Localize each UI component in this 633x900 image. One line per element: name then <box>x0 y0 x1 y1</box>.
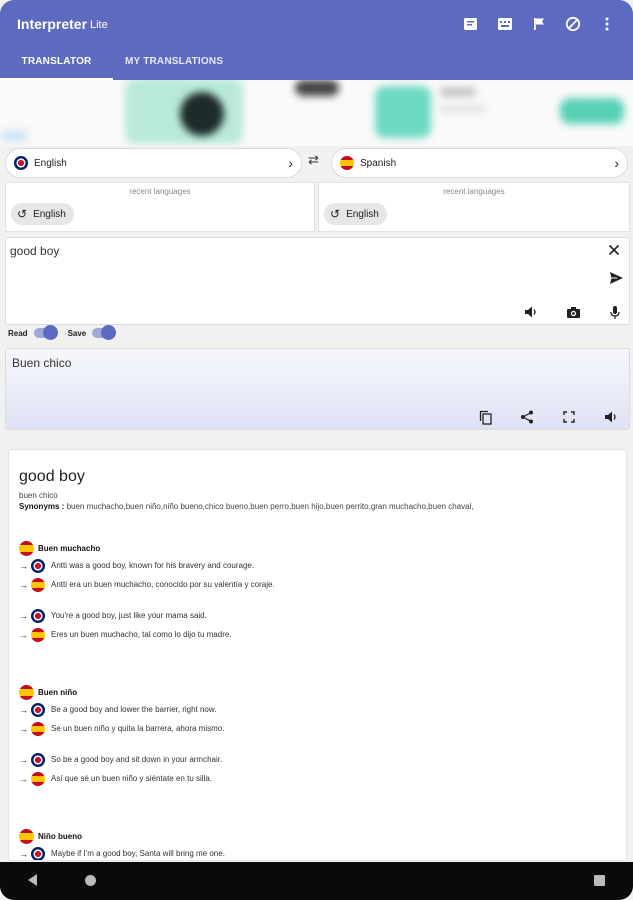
sense-title: Niño bueno <box>38 831 82 841</box>
sense-section <box>19 828 619 861</box>
history-icon: ↺ <box>17 207 28 221</box>
uk-flag-icon <box>31 559 45 573</box>
recent-languages-target <box>318 182 630 232</box>
spain-flag-icon <box>19 829 34 844</box>
translated-text: Buen chico <box>12 356 72 370</box>
uk-flag-icon <box>31 703 45 717</box>
example-en: So be a good boy and sit down in your armchair. <box>51 755 223 764</box>
spain-flag-icon <box>19 685 34 700</box>
source-language-name: English <box>34 157 67 169</box>
back-icon[interactable] <box>28 874 37 886</box>
spain-flag-icon <box>31 722 45 736</box>
recent-languages-source <box>5 182 315 232</box>
spain-flag-icon <box>19 541 34 556</box>
target-language-selector[interactable] <box>331 148 628 178</box>
send-icon[interactable] <box>608 270 624 286</box>
home-icon[interactable] <box>85 875 96 886</box>
swap-languages-icon[interactable]: ⇄ <box>308 152 319 167</box>
sense-section <box>19 684 619 788</box>
arrow-icon: → <box>19 560 28 571</box>
speaker-icon[interactable] <box>523 304 539 320</box>
source-language-selector[interactable] <box>5 148 302 178</box>
dictionary-card <box>8 449 627 861</box>
arrow-icon: → <box>19 704 28 715</box>
speaker-icon[interactable] <box>603 409 619 425</box>
sense-title: Buen muchacho <box>38 543 101 553</box>
sense-section <box>19 540 619 644</box>
example-es: Se un buen niño y quita la barrera, ahora mismo. <box>51 724 225 733</box>
synonyms-list: buen muchacho,buen niño,niño bueno,chico bueno,buen perro,buen hijo,buen perrito,gran muchacho,buen chaval, <box>66 502 474 511</box>
fullscreen-icon[interactable] <box>561 409 577 425</box>
uk-flag-icon <box>31 753 45 767</box>
more-vert-icon[interactable] <box>597 14 617 34</box>
save-toggle-label: Save <box>67 328 87 338</box>
recent-language-chip[interactable] <box>324 203 387 225</box>
example-en: Antti was a good boy, known for his bravery and courage. <box>51 561 255 570</box>
target-language-name: Spanish <box>360 157 397 169</box>
recent-languages-caption: recent languages <box>129 187 191 196</box>
arrow-icon: → <box>19 723 28 734</box>
read-toggle-label: Read <box>8 328 28 338</box>
dictionary-icon[interactable] <box>495 14 515 34</box>
recent-language-label: English <box>33 208 66 220</box>
arrow-icon: → <box>19 629 28 640</box>
arrow-icon: → <box>19 579 28 590</box>
arrow-icon: → <box>19 848 28 859</box>
uk-flag-icon <box>14 156 28 170</box>
block-icon[interactable] <box>563 14 583 34</box>
spain-flag-icon <box>31 772 45 786</box>
app-title: Interpreter <box>17 16 88 32</box>
app-bar <box>0 0 633 80</box>
read-toggle[interactable] <box>34 328 56 338</box>
ad-banner[interactable] <box>0 80 633 146</box>
chevron-right-icon: › <box>614 155 619 171</box>
options-row <box>8 328 120 338</box>
source-text-input[interactable] <box>5 237 630 325</box>
arrow-icon: → <box>19 754 28 765</box>
save-toggle[interactable] <box>92 328 114 338</box>
spain-flag-icon <box>31 578 45 592</box>
sense-title: Buen niño <box>38 687 78 697</box>
recent-languages-caption: recent languages <box>443 187 505 196</box>
example-en: Maybe if I'm a good boy, Santa will bring me one. <box>51 849 225 858</box>
headword-translation: buen chico <box>19 491 58 500</box>
keyboard-icon[interactable] <box>461 14 481 34</box>
tab-my-translations[interactable]: MY TRANSLATIONS <box>125 56 224 67</box>
tab-translator[interactable]: TRANSLATOR <box>0 48 113 80</box>
tab-bar <box>0 48 235 80</box>
translation-output <box>5 348 630 430</box>
source-text[interactable]: good boy <box>10 244 60 258</box>
history-icon: ↺ <box>330 207 341 221</box>
example-en: You're a good boy, just like your mama said. <box>51 611 207 620</box>
app-badge: Lite <box>90 19 108 31</box>
headword: good boy <box>19 468 85 485</box>
spain-flag-icon <box>31 628 45 642</box>
recent-language-label: English <box>346 208 379 220</box>
copy-icon[interactable] <box>477 409 493 425</box>
system-navigation-bar <box>0 862 633 900</box>
arrow-icon: → <box>19 773 28 784</box>
example-en: Be a good boy and lower the barrier, right now. <box>51 705 217 714</box>
arrow-icon: → <box>19 610 28 621</box>
clear-icon[interactable] <box>606 242 622 258</box>
example-es: Eres un buen muchacho, tal como lo dijo tu madre. <box>51 630 232 639</box>
recent-apps-icon[interactable] <box>594 875 605 886</box>
spain-flag-icon <box>340 156 354 170</box>
example-es: Así que sé un buen niño y siéntate en tu silla. <box>51 774 212 783</box>
recent-language-chip[interactable] <box>11 203 74 225</box>
flag-icon[interactable] <box>529 14 549 34</box>
synonyms-label: Synonyms : <box>19 502 65 511</box>
share-icon[interactable] <box>519 409 535 425</box>
toolbar-actions <box>461 14 617 34</box>
synonyms-line <box>19 502 474 511</box>
example-es: Antti era un buen muchacho, conocido por su valentía y coraje. <box>51 580 275 589</box>
chevron-right-icon: › <box>288 155 293 171</box>
microphone-icon[interactable] <box>607 304 623 320</box>
uk-flag-icon <box>31 847 45 861</box>
camera-icon[interactable] <box>565 304 581 320</box>
uk-flag-icon <box>31 609 45 623</box>
